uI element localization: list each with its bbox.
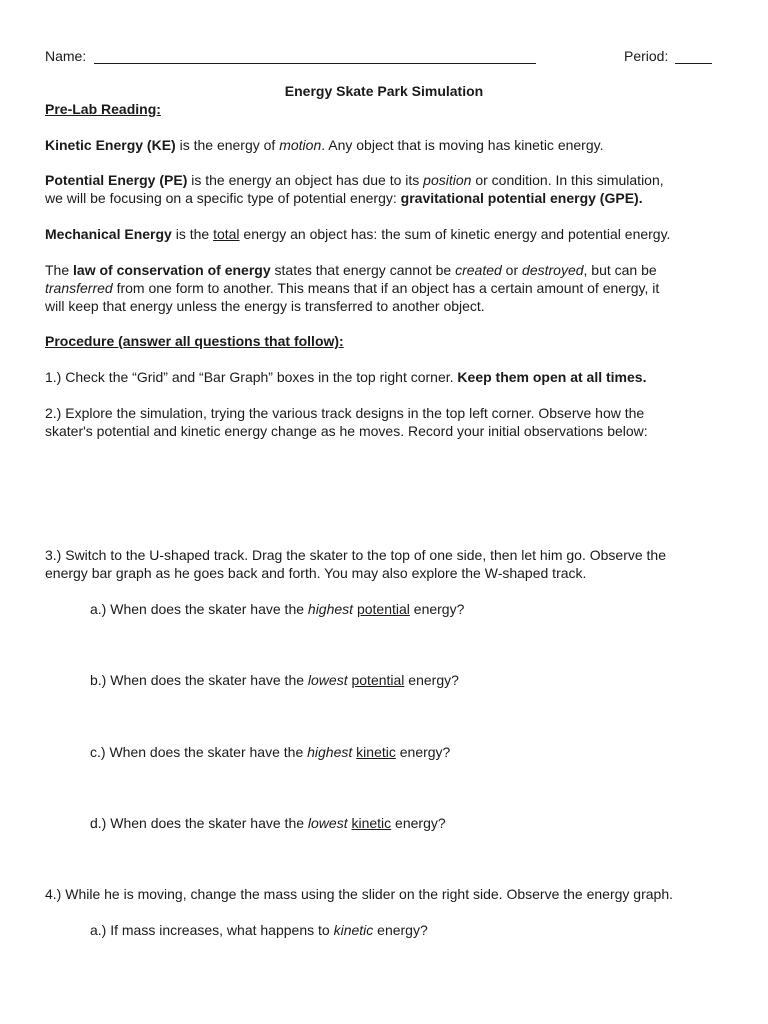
question-2-line2: skater's potential and kinetic energy change as he moves. Record your initial observations below:	[45, 423, 648, 439]
me-term: Mechanical Energy	[45, 226, 172, 242]
q1-text: 1.) Check the “Grid” and “Bar Graph” boxes in the top right corner.	[45, 369, 458, 385]
name-field-row	[45, 47, 536, 65]
q4a-em: kinetic	[333, 922, 374, 938]
q3a-pre: a.) When does the skater have the	[90, 601, 308, 617]
law-line2	[45, 279, 659, 297]
law-text-g: , but can be	[583, 262, 657, 278]
question-2-line1: 2.) Explore the simulation, trying the various track designs in the top left corner. Observe how the	[45, 405, 645, 421]
question-4a	[90, 921, 428, 939]
q3c-em: highest	[307, 744, 353, 760]
period-label: Period:	[624, 48, 669, 64]
me-text-2: energy an object has: the sum of kinetic energy and potential energy.	[239, 226, 671, 242]
q3b-underline: potential	[351, 672, 405, 688]
question-1	[45, 368, 646, 386]
pe-definition-line1	[45, 171, 664, 189]
question-3a	[90, 600, 464, 618]
law-text-a: The	[45, 262, 74, 278]
law-text-e: or	[501, 262, 523, 278]
period-field-row	[624, 47, 712, 65]
pe-text-3: we will be focusing on a specific type of potential energy:	[45, 190, 401, 206]
law-line1	[45, 261, 657, 279]
me-underline: total	[213, 226, 240, 242]
law-term: law of conservation of energy	[73, 262, 271, 278]
law-transferred: transferred	[45, 280, 113, 296]
period-blank[interactable]	[675, 49, 712, 64]
q3a-post: energy?	[409, 601, 465, 617]
q3a-em: highest	[307, 601, 354, 617]
pe-emphasis: position	[423, 172, 472, 188]
q3c-pre: c.) When does the skater have the	[90, 744, 308, 760]
pe-term: Potential Energy (PE)	[45, 172, 188, 188]
me-definition	[45, 225, 670, 243]
q3c-underline: kinetic	[356, 744, 396, 760]
law-created: created	[455, 262, 502, 278]
q3b-post: energy?	[404, 672, 459, 688]
ke-term: Kinetic Energy (KE)	[45, 137, 176, 153]
q3b-em: lowest	[307, 672, 348, 688]
q1-bold: Keep them open at all times.	[457, 369, 647, 385]
pe-text-2: or condition. In this simulation,	[471, 172, 664, 188]
question-3d	[90, 814, 446, 832]
q3b-pre: b.) When does the skater have the	[90, 672, 308, 688]
q3d-em: lowest	[307, 815, 348, 831]
question-3b	[90, 671, 459, 689]
name-blank[interactable]	[94, 49, 536, 64]
law-text-2b: from one form to another. This means that if an object has a certain amount of energy, it	[112, 280, 660, 296]
name-label: Name:	[45, 48, 87, 64]
procedure-heading: Procedure (answer all questions that follow):	[45, 333, 344, 349]
law-destroyed: destroyed	[522, 262, 584, 278]
question-3-line2: energy bar graph as he goes back and forth. You may also explore the W-shaped track.	[45, 565, 587, 581]
question-4: 4.) While he is moving, change the mass using the slider on the right side. Observe the energy graph.	[45, 886, 674, 902]
page-title: Energy Skate Park Simulation	[284, 83, 484, 99]
q4a-pre: a.) If mass increases, what happens to	[90, 922, 334, 938]
pe-text-1: is the energy an object has due to its	[187, 172, 424, 188]
q3d-pre: d.) When does the skater have the	[90, 815, 308, 831]
ke-text-2: . Any object that is moving has kinetic energy.	[321, 137, 604, 153]
pe-definition-line2	[45, 189, 643, 207]
q3a-underline: potential	[356, 601, 410, 617]
ke-emphasis: motion	[279, 137, 322, 153]
q3c-post: energy?	[395, 744, 451, 760]
law-line3: will keep that energy unless the energy is transferred to another object.	[45, 298, 485, 314]
question-3c	[90, 743, 450, 761]
q4a-post: energy?	[373, 922, 428, 938]
ke-definition	[45, 136, 603, 154]
ke-text-1: is the energy of	[175, 137, 280, 153]
q3d-post: energy?	[391, 815, 446, 831]
prelab-heading: Pre-Lab Reading:	[45, 101, 161, 117]
question-3-line1: 3.) Switch to the U-shaped track. Drag the skater to the top of one side, then let him go. Observe the	[45, 547, 666, 563]
me-text-1: is the	[171, 226, 214, 242]
law-text-c: states that energy cannot be	[270, 262, 456, 278]
gpe-term: gravitational potential energy (GPE).	[400, 190, 643, 206]
q3d-underline: kinetic	[351, 815, 392, 831]
